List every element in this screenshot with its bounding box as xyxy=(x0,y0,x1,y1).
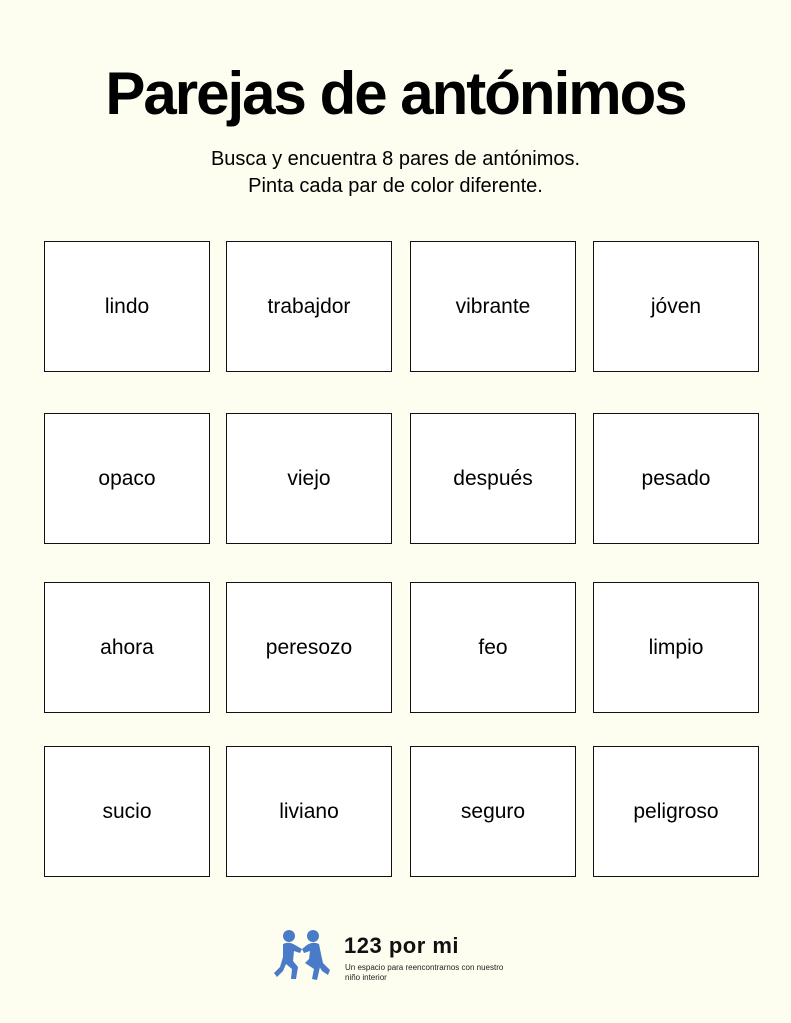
instructions xyxy=(0,146,791,200)
word-card xyxy=(44,746,210,877)
word-card xyxy=(226,746,392,877)
word-card xyxy=(593,582,759,713)
word-card xyxy=(410,241,576,372)
instruction-line-2: Pinta cada par de color diferente. xyxy=(248,175,543,197)
word-card xyxy=(593,241,759,372)
word-card xyxy=(410,413,576,544)
word-card xyxy=(44,241,210,372)
word-card xyxy=(593,413,759,544)
word-label: vibrante xyxy=(455,294,531,318)
word-card xyxy=(410,746,576,877)
word-label: lindo xyxy=(104,294,150,318)
children-playing-icon xyxy=(272,927,332,983)
word-label: feo xyxy=(478,635,508,659)
word-label: después xyxy=(453,466,533,490)
word-label: viejo xyxy=(287,466,331,490)
brand-name: 123 por mi xyxy=(344,933,460,958)
word-label: peresozo xyxy=(265,635,353,659)
instruction-line-1: Busca y encuentra 8 pares de antónimos. xyxy=(210,148,581,170)
word-card xyxy=(44,413,210,544)
word-label: peligroso xyxy=(633,799,719,823)
word-card xyxy=(226,582,392,713)
word-label: liviano xyxy=(279,799,339,823)
word-label: trabajdor xyxy=(267,294,351,318)
word-label: opaco xyxy=(98,466,156,490)
word-label: jóven xyxy=(650,294,702,318)
brand-tagline: Un espacio para reencontrarnos con nuestro niño interior xyxy=(345,963,504,982)
word-card xyxy=(226,413,392,544)
word-label: ahora xyxy=(100,635,154,659)
word-card xyxy=(410,582,576,713)
word-label: limpio xyxy=(648,635,704,659)
page-title: Parejas de antónimos xyxy=(105,60,686,127)
word-card xyxy=(593,746,759,877)
word-card xyxy=(44,582,210,713)
word-card xyxy=(226,241,392,372)
word-label: sucio xyxy=(102,799,152,823)
word-label: pesado xyxy=(641,466,711,490)
word-label: seguro xyxy=(460,799,526,823)
footer-brand xyxy=(268,925,518,985)
